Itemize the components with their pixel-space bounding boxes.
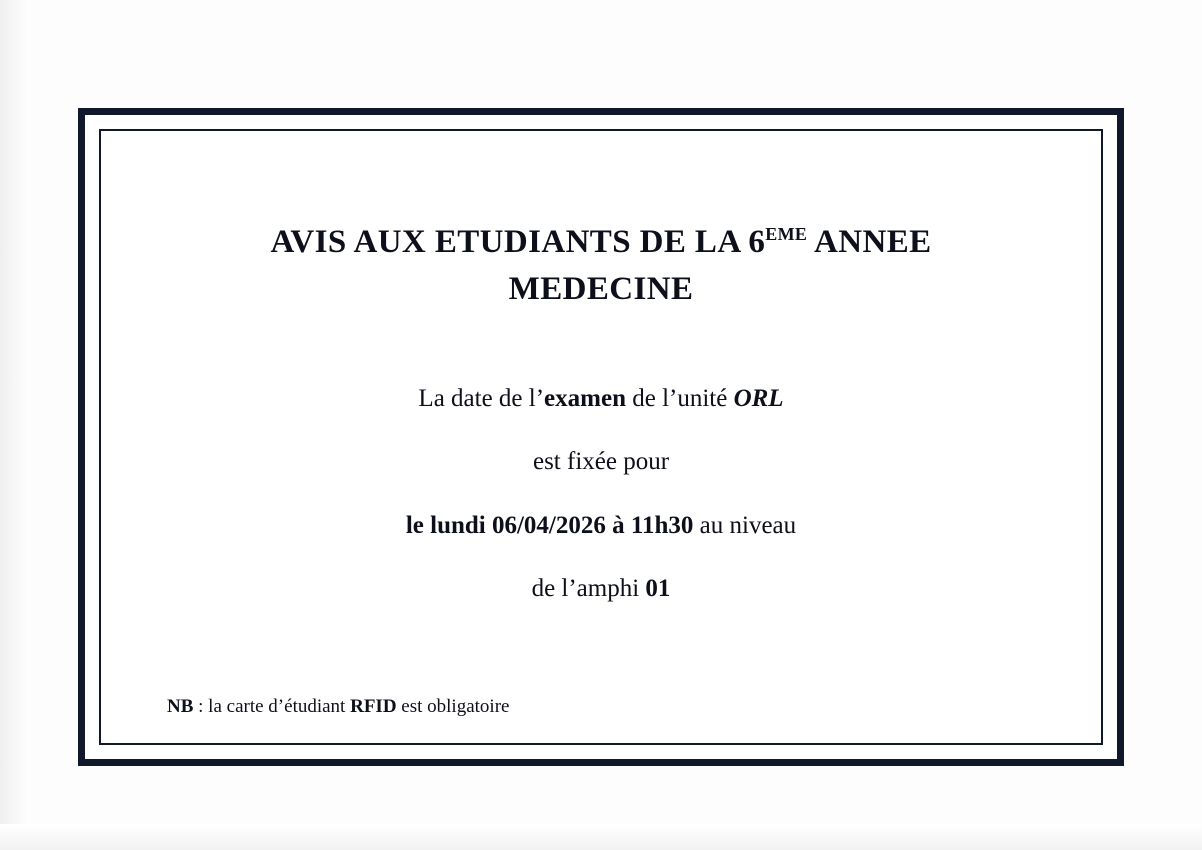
notice-body-line-2: est fixée pour <box>532 448 670 476</box>
notice-title <box>141 219 1061 313</box>
notice-content <box>141 219 1061 785</box>
exam-sentence-prefix: La date de l’ <box>418 384 545 412</box>
notice-title-line1-before: AVIS AUX ETUDIANTS DE LA 6 <box>270 224 766 260</box>
nb-label: NB <box>167 696 194 718</box>
exam-word: examen <box>544 384 626 412</box>
amphi-label: de l’amphi <box>531 575 646 603</box>
rfid-keyword: RFID <box>350 696 397 718</box>
scan-edge-shading-bottom <box>0 824 1202 850</box>
notice-body <box>141 383 1061 606</box>
notice-title-line1-after: ANNEE <box>807 224 932 260</box>
notice-inner-border <box>99 129 1103 745</box>
exam-sentence-middle: de l’unité <box>625 384 734 412</box>
notice-nb-note <box>167 695 509 720</box>
notice-outer-border <box>78 108 1124 766</box>
amphi-number: 01 <box>645 575 671 603</box>
notice-body-line-4 <box>141 573 1061 606</box>
nb-text-part1: : la carte d’étudiant <box>193 696 351 718</box>
notice-body-line-3 <box>141 510 1061 543</box>
exam-datetime: le lundi 06/04/2026 à 11h30 <box>405 511 694 539</box>
unit-name: ORL <box>733 384 784 412</box>
notice-title-line2: MEDECINE <box>508 270 694 307</box>
nb-text-part2: est obligatoire <box>396 696 510 718</box>
notice-title-superscript: EME <box>765 224 808 244</box>
notice-body-line-1 <box>141 383 1061 416</box>
exam-location-prefix: au niveau <box>693 511 797 539</box>
scan-edge-shading-left <box>0 0 30 850</box>
